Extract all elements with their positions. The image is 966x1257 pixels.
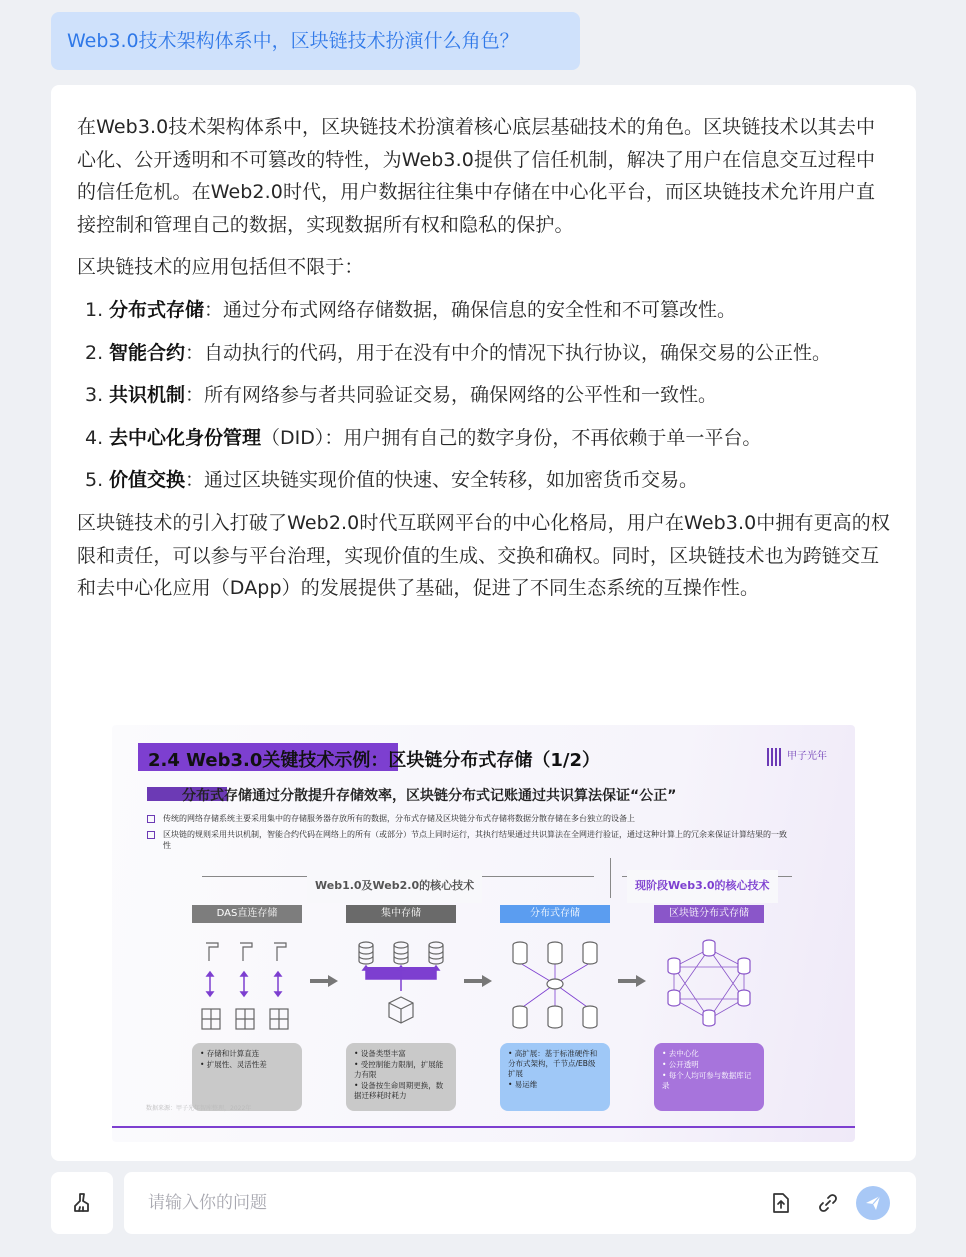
list-item: 3. 共识机制：所有网络参与者共同验证交易，确保网络的公平性和一致性。 [85,384,718,407]
list-item-text: ：通过分布式网络存储数据，确保信息的安全性和不可篡改性。 [204,298,737,321]
section-separator [610,858,611,898]
arrow-right-icon [618,975,646,987]
blockchain-storage-icon [654,937,764,1032]
section-label-left: Web1.0及Web2.0的核心技术 [307,870,482,903]
chat-input-bar [124,1172,916,1234]
attach-link-button[interactable] [816,1191,840,1215]
column-head-centralized: 集中存储 [346,905,456,923]
arrow-right-icon [310,975,338,987]
column-head-blockchain: 区块链分布式存储 [654,905,764,923]
link-icon [817,1192,839,1214]
brand-name: 甲子光年 [787,751,827,762]
column-box-distributed: • 高扩展：基于标准硬件和分布式架构，千节点/EB级扩展 • 易运维 [500,1043,610,1111]
slide-bullet-2: 区块链的规则采用共识机制，智能合约代码在网络上的所有（或部分）节点上同时运行，其执行结果通过共识算法在全网进行验证，通过这种计算上的冗余来保证计算结果的一致性 [147,829,787,851]
user-question-bubble [51,12,580,70]
broom-icon [70,1191,94,1215]
slide-footer-source: 数据来源：甲子光年智库整理，2022年 [146,1105,252,1113]
slide-subtitle: 分布式存储通过分散提升存储效率，区块链分布式记账通过共识算法保证“公正” [182,788,677,804]
answer-card [51,85,916,1161]
upload-file-button[interactable] [769,1191,793,1215]
column-head-distributed: 分布式存储 [500,905,610,923]
list-item-term: 智能合约 [109,341,186,364]
list-item: 1. 分布式存储：通过分布式网络存储数据，确保信息的安全性和不可篡改性。 [85,298,737,321]
centralized-storage-icon [346,937,456,1032]
slide-image[interactable] [112,725,855,1142]
column-box-das: • 存储和计算直连 • 扩展性、灵活性差 [192,1043,302,1111]
brand-mark-icon [767,748,783,766]
column-head-das: DAS直连存储 [192,905,302,923]
list-item-text: ：通过区块链实现价值的快速、安全转移，如加密货币交易。 [185,469,699,492]
column-box-blockchain: • 去中心化 • 公开透明 • 每个人均可参与数据库记录 [654,1043,764,1111]
list-item-term: 分布式存储 [109,298,205,321]
list-item: 2. 智能合约：自动执行的代码，用于在没有中介的情况下执行协议，确保交易的公正性。 [85,341,832,364]
list-item-text: （DID）：用户拥有自己的数字身份，不再依赖于单一平台。 [261,426,762,449]
send-button[interactable] [856,1186,890,1220]
list-item: 5. 价值交换：通过区块链实现价值的快速、安全转移，如加密货币交易。 [85,469,699,492]
distributed-storage-icon [500,937,610,1032]
answer-paragraph-2: 区块链技术的应用包括但不限于： [77,256,364,279]
answer-paragraph-3: 区块链技术的引入打破了Web2.0时代互联网平台的中心化格局，用户在Web3.0中拥有更高的权限和责任，可以参与平台治理，实现价值的生成、交换和确权。同时，区块链技术也为跨链交互和去中心化应用（DApp）的发展提供了基础，促进了不同生态系统的互操作性。 [77,511,890,600]
list-item-text: ：所有网络参与者共同验证交易，确保网络的公平性和一致性。 [185,384,718,407]
list-item-term: 去中心化身份管理 [109,426,262,449]
section-label-right: 现阶段Web3.0的核心技术 [627,870,778,903]
das-storage-icon [192,937,302,1032]
slide-bullet-1: 传统的网络存储系统主要采用集中的存储服务器存放所有的数据，分布式存储及区块链分布式存储将数据分散存储在多台独立的设备上 [147,813,787,824]
arrow-right-icon [464,975,492,987]
list-item: 4. 去中心化身份管理（DID）：用户拥有自己的数字身份，不再依赖于单一平台。 [85,426,762,449]
answer-paragraph-1: 在Web3.0技术架构体系中，区块链技术扮演着核心底层基础技术的角色。区块链技术以其去中心化、公开透明和不可篡改的特性，为Web3.0提供了信任机制，解决了用户在信息交互过程中的信任危机。在Web2.0时代，用户数据往往集中存储在中心化平台，而区块链技术允许用户直接控制和管理自己的数据，实现数据所有权和隐私的保护。 [77,116,876,236]
slide-footer-line [112,1126,855,1128]
send-icon [864,1194,882,1212]
list-item-term: 价值交换 [109,469,186,492]
list-item-text: ：自动执行的代码，用于在没有中介的情况下执行协议，确保交易的公正性。 [185,341,832,364]
slide-title: 2.4 Web3.0关键技术示例：区块链分布式存储（1/2） [148,750,600,771]
question-input[interactable] [148,1190,748,1216]
column-box-centralized: • 设备类型丰富 • 受控制能力限制，扩展能力有限 • 设备按生命周期更换，数据迁移耗时耗力 [346,1043,456,1111]
clear-chat-button[interactable] [51,1172,113,1234]
application-list [77,294,891,497]
user-question-text: Web3.0技术架构体系中，区块链技术扮演什么角色？ [67,30,519,52]
file-upload-icon [771,1192,791,1214]
list-item-term: 共识机制 [109,384,186,407]
brand-logo [767,741,827,774]
